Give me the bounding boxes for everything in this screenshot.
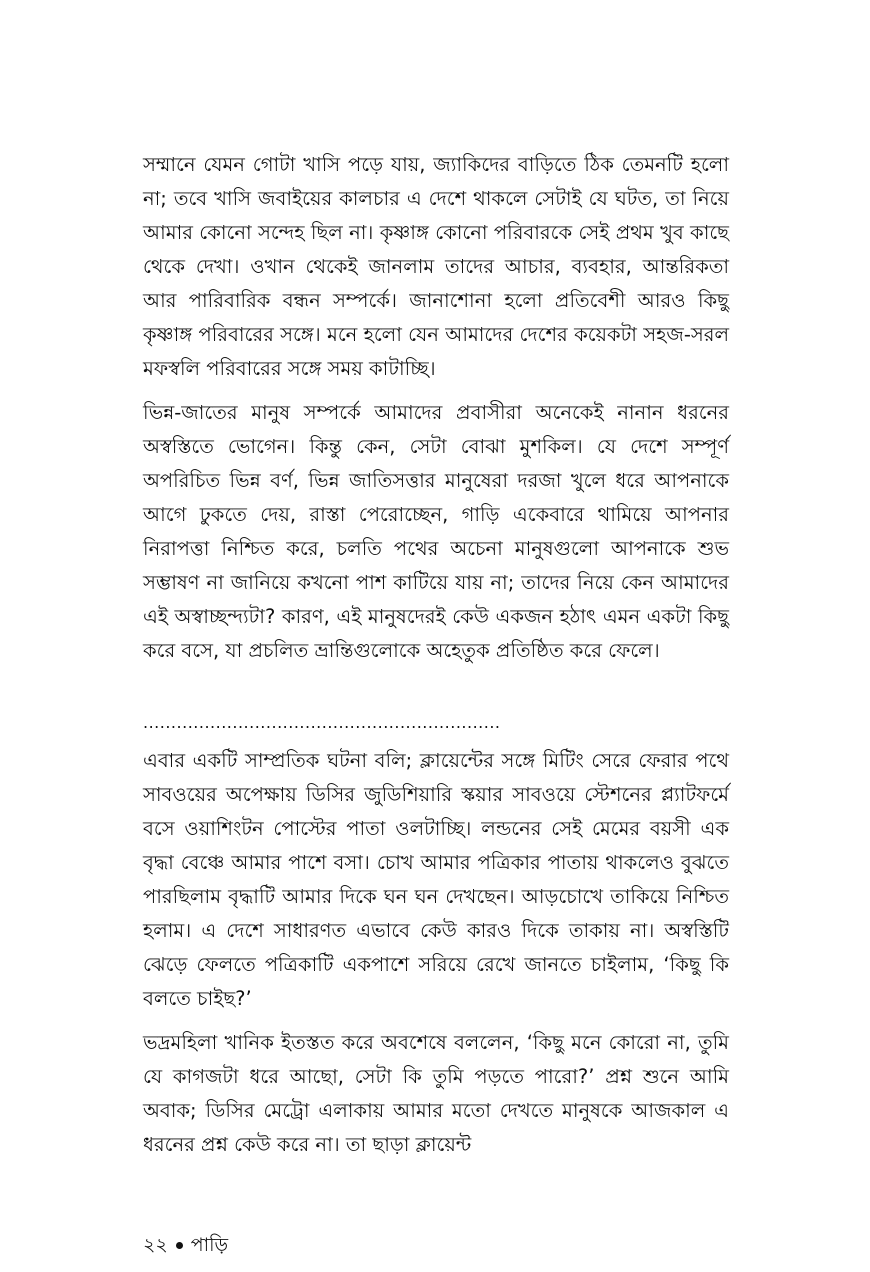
paragraph-3: এবার একটি সাম্প্রতিক ঘটনা বলি; ক্লায়েন্টের সঙ্গে মিটিং সেরে ফেরার পথে সাবওয়ের অপেক্ষায় ডিসির জুডিশিয়ারি স্কয়ার সাবওয়ে স্টেশনের প্ল্যাটফর্মে বসে ওয়াশিংটন পোস্টের পাতা ওলটাচ্ছি। লন্ডনের সেই মেমের বয়সী এক বৃদ্ধা বেঞ্চে আমার পাশে বসা। চোখ আমার পত্রিকার পাতায় থাকলেও বুঝতে পারছিলাম বৃদ্ধাটি আমার দিকে ঘন ঘন দেখছেন। আড়চোখে তাকিয়ে নিশ্চিত হলাম। এ দেশে সাধারণত এভাবে কেউ কারও দিকে তাকায় না। অস্বস্তিটি ঝেড়ে ফেলতে পত্রিকাটি একপাশে সরিয়ে রেখে জানতে চাইলাম, ‘কিছু কি বলতে চাইছ?’ — [143, 749, 729, 1010]
page-footer — [143, 1232, 228, 1258]
page-body — [143, 148, 729, 1162]
paragraph-4: ভদ্রমহিলা খানিক ইতস্তত করে অবশেষে বললেন, ‘কিছু মনে কোরো না, তুমি যে কাগজটা ধরে আছো, সেটা কি তুমি পড়তে পারো?’ প্রশ্ন শুনে আমি অবাক; ডিসির মেট্রো এলাকায় আমার মতো দেখতে মানুষকে আজকাল এ ধরনের প্রশ্ন কেউ করে না। তা ছাড়া ক্লায়েন্ট — [143, 1031, 729, 1156]
paragraph-1: সম্মানে যেমন গোটা খাসি পড়ে যায়, জ্যাকিদের বাড়িতে ঠিক তেমনটি হলো না; তবে খাসি জবাইয়ের কালচার এ দেশে থাকলে সেটাই যে ঘটত, তা নিয়ে আমার কোনো সন্দেহ ছিল না। কৃষ্ণাঙ্গ কোনো পরিবারকে সেই প্রথম খুব কাছে থেকে দেখা। ওখান থেকেই জানলাম তাদের আচার, ব্যবহার, আন্তরিকতা আর পারিবারিক বন্ধন সম্পর্কে। জানাশোনা হলো প্রতিবেশী আরও কিছু কৃষ্ণাঙ্গ পরিবারের সঙ্গে। মনে হলো যেন আমাদের দেশের কয়েকটা সহজ-সরল মফস্বলি পরিবারের সঙ্গে সময় কাটাচ্ছি। — [143, 153, 729, 380]
book-title: পাড়ি — [190, 1234, 229, 1256]
paragraph-2: ভিন্ন-জাতের মানুষ সম্পর্কে আমাদের প্রবাসীরা অনেকেই নানান ধরনের অস্বস্তিতে ভোগেন। কিন্তু কেন, সেটা বোঝা মুশকিল। যে দেশে সম্পূর্ণ অপরিচিত ভিন্ন বর্ণ, ভিন্ন জাতিসত্তার মানুষেরা দরজা খুলে ধরে আপনাকে আগে ঢুকতে দেয়, রাস্তা পেরোচ্ছেন, গাড়ি একেবারে থামিয়ে আপনার নিরাপত্তা নিশ্চিত করে, চলতি পথের অচেনা মানুষগুলো আপনাকে শুভ সম্ভাষণ না জানিয়ে কখনো পাশ কাটিয়ে যায় না; তাদের নিয়ে কেন আমাদের এই অস্বাচ্ছন্দ্যটা? কারণ, এই মানুষদেরই কেউ একজন হঠাৎ এমন একটা কিছু করে বসে, যা প্রচলিত ভ্রান্তিগুলোকে অহেতুক প্রতিষ্ঠিত করে ফেলে। — [143, 401, 729, 662]
bullet-icon — [176, 1242, 183, 1249]
page-number: ২২ — [143, 1234, 168, 1256]
section-separator: ................................................................ — [143, 713, 501, 732]
